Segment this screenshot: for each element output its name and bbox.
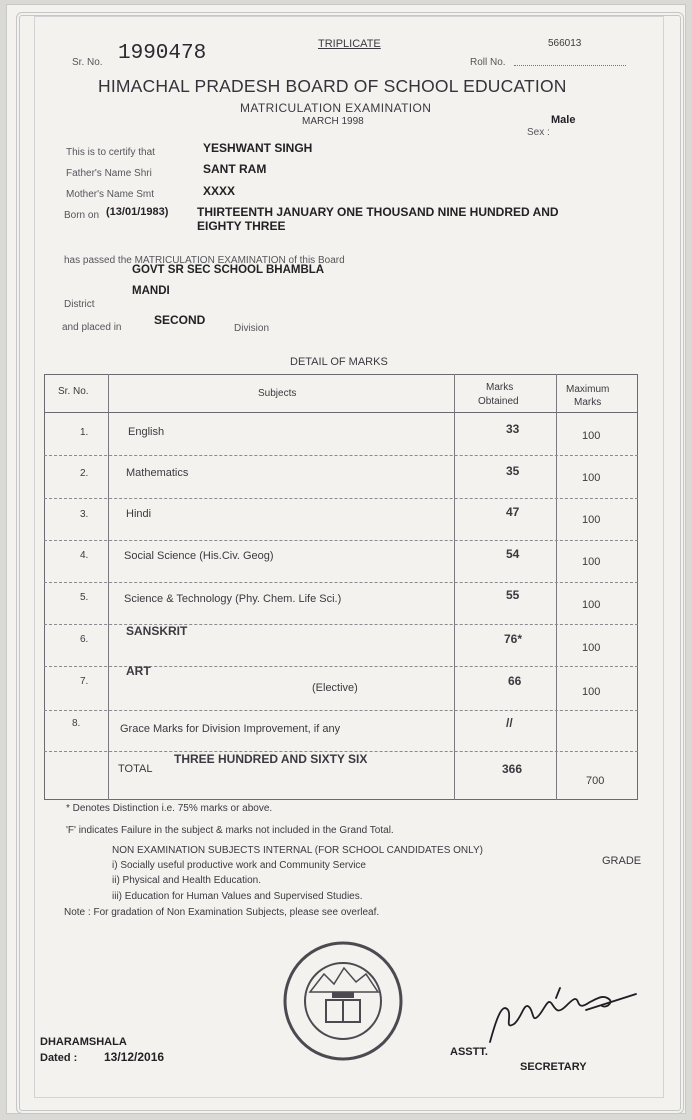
row-divider [44,498,638,499]
row-obtained: 76* [504,632,523,646]
dob-figures: (13/01/1983) [106,206,169,218]
sr-no-label: Sr. No. [72,57,103,68]
copy-type: TRIPLICATE [318,38,381,50]
col-header-max-2: Marks [574,397,602,408]
dob-words-line2: EIGHTY THREE [197,219,286,233]
secretary-signature [486,980,646,1050]
note-failure: 'F' indicates Failure in the subject & marks not included in the Grand Total. [66,825,394,836]
mother-label: Mother's Name Smt [66,189,155,200]
col-divider [108,374,109,800]
total-label: TOTAL [118,763,153,775]
division-value: SECOND [154,313,206,327]
exam-session: MARCH 1998 [302,116,364,127]
col-header-obtained: Marks [486,382,514,393]
row-obtained: 47 [506,505,520,519]
row-max: 100 [582,686,601,698]
header-divider [44,412,638,413]
col-header-subjects: Subjects [258,388,297,399]
row-subject: Science & Technology (Phy. Chem. Life Sci.) [124,593,342,605]
row-sr: 5. [80,592,89,603]
district-label: District [64,299,95,310]
row-sr: 2. [80,468,89,479]
row-subject: ART [126,664,151,678]
col-header-sr: Sr. No. [58,386,89,397]
sex-value: Male [551,114,576,126]
dated-label: Dated : [40,1052,78,1064]
row-divider [44,710,638,711]
marks-table [44,374,638,800]
father-name: SANT RAM [203,162,267,176]
mother-name: XXXX [203,184,236,198]
row-obtained: 55 [506,588,520,602]
row-subject: Grace Marks for Division Improvement, if any [120,723,341,735]
row-max: 100 [582,472,601,484]
board-title: HIMACHAL PRADESH BOARD OF SCHOOL EDUCATION [98,76,567,96]
exam-title: MATRICULATION EXAMINATION [240,101,432,115]
grade-label: GRADE [602,855,642,867]
row-sr: 4. [80,550,89,561]
non-exam-item-2: ii) Physical and Health Education. [112,875,261,886]
row-sr: 8. [72,718,81,729]
col-divider [454,374,455,800]
note-distinction: * Denotes Distinction i.e. 75% marks or above. [66,803,273,814]
non-exam-heading: NON EXAMINATION SUBJECTS INTERNAL (FOR SCHOOL CANDIDATES ONLY) [112,845,483,856]
row-max: 100 [582,514,601,526]
born-label: Born on [64,210,100,221]
row-obtained: 33 [506,422,520,436]
sr-no-value: 1990478 [118,42,207,65]
non-exam-item-1: i) Socially useful productive work and Community Service [112,860,366,871]
asstt-label: ASSTT. [450,1046,488,1058]
dob-words-line1: THIRTEENTH JANUARY ONE THOUSAND NINE HUNDRED AND [197,205,559,219]
row-elective: (Elective) [312,682,358,694]
note-overleaf: Note : For gradation of Non Examination Subjects, please see overleaf. [64,907,380,918]
row-max: 100 [582,642,601,654]
division-label: Division [234,323,270,334]
col-divider [556,374,557,800]
row-sr: 1. [80,427,89,438]
row-obtained: // [506,716,513,730]
row-sr: 7. [80,676,89,687]
row-divider [44,455,638,456]
total-max: 700 [586,775,605,787]
row-obtained: 54 [506,547,520,561]
school-name: GOVT SR SEC SCHOOL BHAMBLA [132,264,325,276]
board-seal [282,940,404,1062]
row-divider [44,582,638,583]
row-subject: SANSKRIT [126,624,188,638]
roll-no-field [514,55,626,66]
certify-label: This is to certify that [66,147,155,158]
row-subject: English [128,426,165,438]
placed-label: and placed in [62,322,122,333]
district-name: MANDI [132,285,170,297]
marks-title: DETAIL OF MARKS [290,356,388,368]
row-obtained: 66 [508,674,522,688]
row-sr: 6. [80,634,89,645]
row-max: 100 [582,599,601,611]
father-label: Father's Name Shri [66,168,152,179]
row-obtained: 35 [506,464,520,478]
roll-no-label: Roll No. [470,57,506,68]
issue-place: DHARAMSHALA [40,1036,127,1048]
row-max: 100 [582,430,601,442]
non-exam-item-3: iii) Education for Human Values and Supervised Studies. [112,891,363,902]
top-number: 566013 [548,38,582,49]
col-header-max: Maximum [566,384,610,395]
candidate-name: YESHWANT SINGH [203,141,313,155]
row-subject: Mathematics [126,467,189,479]
col-header-obtained-2: Obtained [478,396,519,407]
issue-date: 13/12/2016 [104,1050,165,1064]
total-obtained: 366 [502,762,523,776]
row-subject: Social Science (His.Civ. Geog) [124,550,274,562]
row-sr: 3. [80,509,89,520]
row-divider [44,540,638,541]
passed-text: has passed the MATRICULATION EXAMINATION of this Board [64,255,345,266]
row-subject: Hindi [126,508,152,520]
sex-label: Sex : [527,127,550,138]
row-max: 100 [582,556,601,568]
total-words: THREE HUNDRED AND SIXTY SIX [174,752,368,766]
secretary-label: SECRETARY [520,1061,587,1073]
